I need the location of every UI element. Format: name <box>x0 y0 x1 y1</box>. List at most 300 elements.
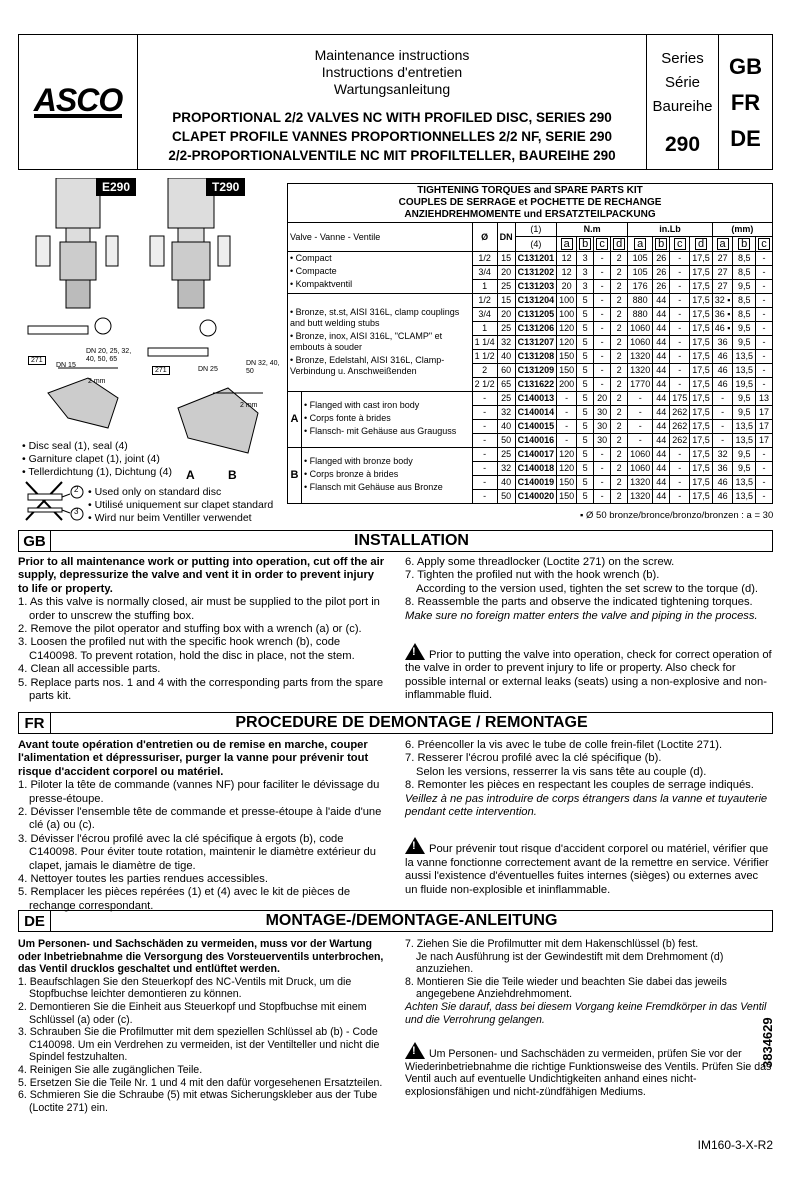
table-cell: - <box>670 294 690 308</box>
table-cell: 262 <box>670 406 690 420</box>
footer-reference: IM160-3-X-R2 <box>697 1138 773 1152</box>
table-cell: 12 <box>557 266 577 280</box>
table-cell: - <box>670 364 690 378</box>
valve-illustration <box>18 178 280 528</box>
lang-fr: FR <box>730 90 761 115</box>
table-cell: 44 <box>653 294 670 308</box>
table-cell: C140014 <box>515 406 557 420</box>
asco-logo: ASCO <box>33 82 123 118</box>
table-cell: 1060 <box>628 448 653 462</box>
table-cell: - <box>756 336 773 350</box>
table-cell: 17,5 <box>690 294 713 308</box>
table-cell: - <box>670 280 690 294</box>
table-cell: 44 <box>653 406 670 420</box>
table-cell: 26 <box>653 280 670 294</box>
table-cell: C140017 <box>515 448 557 462</box>
table-cell: 2 <box>611 308 628 322</box>
table-cell: - <box>670 350 690 364</box>
table-cell: - <box>557 392 577 406</box>
product-title-de: 2/2-PROPORTIONALVENTILE NC MIT PROFILTELLER, BAUREIHE 290 <box>168 148 616 163</box>
table-cell: 17 <box>756 406 773 420</box>
legend-en: • Disc seal (1), seal (4) <box>22 440 128 452</box>
table-cell: 60 <box>497 364 515 378</box>
table-cell: 2 1/2 <box>472 378 497 392</box>
gb-note: Make sure no foreign matter enters the valve and piping in the process. <box>405 609 758 622</box>
table-cell: 26 <box>653 252 670 266</box>
table-cell: 1/2 <box>472 252 497 266</box>
table-cell: 8,5 <box>733 252 756 266</box>
legend-fr: • Garniture clapet (1), joint (4) <box>22 453 160 465</box>
table-cell: 2 <box>611 434 628 448</box>
valve-type-line: • Bronze, Edelstahl, AISI 316L, Clamp-Verbindung u. Anschweißenden <box>290 354 445 376</box>
table-cell: 17,5 <box>690 308 713 322</box>
table-cell: 36 ▪ <box>712 308 733 322</box>
table-cell: 36 <box>712 462 733 476</box>
title-fr: Instructions d'entretien <box>321 64 463 80</box>
table-cell: - <box>594 378 611 392</box>
table-cell: 5 <box>577 406 594 420</box>
table-cell: - <box>712 406 733 420</box>
table-cell: 1060 <box>628 336 653 350</box>
table-cell: - <box>594 476 611 490</box>
gb-intro: Prior to all maintenance work or putting into operation, cut off the air supply, depressurize the valve and vent it in order to prevent injury to life or property. <box>18 556 385 595</box>
section-code: GB <box>19 531 51 551</box>
list-item: 2. Remove the pilot operator and stuffing box with a wrench (a) or (c). <box>18 623 362 636</box>
list-item: 4. Nettoyer toutes les parties rendues accessibles. <box>18 873 268 886</box>
document-number: 3834629 <box>760 1017 775 1068</box>
col-mm: (mm) <box>712 223 772 237</box>
table-cell: 5 <box>577 420 594 434</box>
table-cell: 3/4 <box>472 308 497 322</box>
table-cell: 46 <box>712 350 733 364</box>
valve-type-line: • Compact <box>290 253 332 263</box>
table-cell: 30 <box>594 420 611 434</box>
table-cell: - <box>594 448 611 462</box>
table-cell: - <box>756 294 773 308</box>
letter-a: a <box>717 238 729 250</box>
fr-right <box>405 739 773 897</box>
section-de <box>18 910 773 932</box>
table-cell: C131203 <box>515 280 557 294</box>
table-cell: 8,5 <box>733 266 756 280</box>
circle-2: 2 <box>74 485 79 494</box>
list-item: 8. Reassemble the parts and observe the indicated tightening torques. <box>405 596 753 609</box>
section-title: PROCEDURE DE DEMONTAGE / REMONTAGE <box>235 714 588 731</box>
table-cell: 13,5 <box>733 490 756 504</box>
table-cell: 2 <box>611 252 628 266</box>
table-cell: 5 <box>577 364 594 378</box>
table-cell: 20 <box>594 392 611 406</box>
standard-disc-legend <box>88 486 273 525</box>
table-cell: 2 <box>611 378 628 392</box>
table-cell: 2 <box>611 420 628 434</box>
header-titles <box>137 35 646 169</box>
table-cell: 9,5 <box>733 280 756 294</box>
list-item: 4. Reinigen Sie alle zugänglichen Teile. <box>18 1063 203 1076</box>
table-cell: 17,5 <box>690 392 713 406</box>
table-cell: 5 <box>577 308 594 322</box>
table-cell: 176 <box>628 280 653 294</box>
table-cell: - <box>670 336 690 350</box>
table-cell: 44 <box>653 364 670 378</box>
list-item: 8. Remonter les pièces en respectant les couples de serrage indiqués. <box>405 779 754 792</box>
table-cell: 120 <box>557 322 577 336</box>
table-cell: 46 ▪ <box>712 322 733 336</box>
table-cell: C131208 <box>515 350 557 364</box>
table-cell: - <box>472 434 497 448</box>
fr-left <box>18 739 386 913</box>
table-cell: - <box>756 350 773 364</box>
list-item: 6. Préencoller la vis avec le tube de colle frein-filet (Loctite 271). <box>405 739 723 751</box>
kit-note: ▪ Ø 50 bronze/bronce/bronzo/bronzen : a = 30 <box>580 510 774 521</box>
table-cell: - <box>756 378 773 392</box>
label-a: A <box>186 468 195 482</box>
table-cell: 17,5 <box>690 490 713 504</box>
table-cell: 44 <box>653 490 670 504</box>
table-cell: 17,5 <box>690 462 713 476</box>
table-cell: 32 <box>712 448 733 462</box>
table-cell: C140019 <box>515 476 557 490</box>
table-cell: - <box>628 406 653 420</box>
list-item: 7. Resserer l'écrou profilé avec la clé spécifique (b). <box>405 752 662 765</box>
table-cell: C131209 <box>515 364 557 378</box>
table-cell: 2 <box>611 406 628 420</box>
label-e290: E290 <box>96 178 136 196</box>
table-cell: 17,5 <box>690 322 713 336</box>
warning-icon <box>405 837 425 854</box>
table-cell: - <box>756 462 773 476</box>
table-cell: 17,5 <box>690 420 713 434</box>
circle-3: 3 <box>74 507 79 516</box>
table-cell: 2 <box>611 294 628 308</box>
table-cell: 50 <box>497 434 515 448</box>
table-cell: - <box>594 294 611 308</box>
table-cell: 26 <box>653 266 670 280</box>
letter-c: c <box>758 238 770 250</box>
table-cell: 9,5 <box>733 322 756 336</box>
table-cell: - <box>756 364 773 378</box>
group-label: B <box>288 448 302 504</box>
table-cell: 19,5 <box>733 378 756 392</box>
table-cell: 40 <box>497 420 515 434</box>
table-cell: - <box>628 434 653 448</box>
valve-type-line: • Kompaktventil <box>290 279 353 289</box>
warning-icon <box>405 1042 425 1059</box>
list-item: According to the version used, tighten the set screw to the torque (d). <box>416 582 759 595</box>
list-item: 8. Montieren Sie die Teile wieder und beachten Sie dabei das jeweils angegebene Anziehdrehmoment. <box>405 975 727 1001</box>
table-cell: 9,5 <box>733 406 756 420</box>
kit-rows <box>288 252 773 504</box>
table-cell: 27 <box>712 266 733 280</box>
table-cell: 25 <box>497 280 515 294</box>
col-o: Ø <box>472 223 497 252</box>
table-cell: 5 <box>577 448 594 462</box>
table-cell: - <box>670 490 690 504</box>
series-box <box>646 35 718 169</box>
list-item: 7. Tighten the profiled nut with the hook wrench (b). <box>405 569 660 582</box>
col-dn: DN <box>497 223 515 252</box>
table-cell: 13,5 <box>733 434 756 448</box>
de-intro: Um Personen- und Sachschäden zu vermeiden, muss vor der Wartung oder Inbetriebnahme die Versorgung des Vorsteuerventils unterbrochen, das Ventil drucklos geschaltet und entlüftet werden. <box>18 938 384 976</box>
table-cell: 9,5 <box>733 392 756 406</box>
table-cell: 200 <box>557 378 577 392</box>
table-cell: - <box>594 462 611 476</box>
table-cell: 36 <box>712 336 733 350</box>
valve-type-line: • Bronze, inox, AISI 316L, "CLAMP" et embouts à souder <box>290 330 443 352</box>
table-cell: 2 <box>611 462 628 476</box>
series-fr: Série <box>664 74 701 91</box>
table-cell: 1 <box>472 280 497 294</box>
table-cell: 32 ▪ <box>712 294 733 308</box>
table-cell: 17,5 <box>690 434 713 448</box>
table-cell: - <box>670 378 690 392</box>
legend2-fr: • Utilisé uniquement sur clapet standard <box>88 499 274 511</box>
table-cell: C131201 <box>515 252 557 266</box>
gb-left <box>18 556 386 703</box>
table-cell: 44 <box>653 308 670 322</box>
table-cell: 105 <box>628 252 653 266</box>
table-cell: 2 <box>611 448 628 462</box>
table-cell: 120 <box>557 336 577 350</box>
table-cell: - <box>594 280 611 294</box>
de-left <box>18 938 386 1114</box>
table-cell: 46 <box>712 490 733 504</box>
table-cell: 17,5 <box>690 252 713 266</box>
table-cell: 5 <box>577 322 594 336</box>
table-cell: 2 <box>611 364 628 378</box>
lang-de: DE <box>730 126 761 151</box>
header <box>18 34 773 170</box>
table-cell: - <box>756 308 773 322</box>
table-cell: C131206 <box>515 322 557 336</box>
valve-type <box>288 294 473 392</box>
table-cell: 13,5 <box>733 420 756 434</box>
table-cell: 1 1/2 <box>472 350 497 364</box>
table-cell: 12 <box>557 252 577 266</box>
list-item: 1. As this valve is normally closed, air must be supplied to the pilot port in order to unscrew the stuffing box. <box>18 596 380 622</box>
table-cell: 20 <box>557 280 577 294</box>
table-cell: 44 <box>653 392 670 406</box>
list-item: Je nach Ausführung ist der Gewindestift mit dem Drehmoment (d) anzuziehen. <box>416 950 724 976</box>
table-cell: - <box>670 308 690 322</box>
table-cell: 9,5 <box>733 448 756 462</box>
table-cell: C140013 <box>515 392 557 406</box>
table-cell: 17,5 <box>690 266 713 280</box>
list-item: 2. Demontieren Sie die Einheit aus Steuerkopf und Stopfbuchse mit einem Schlüssel (a) oder (c). <box>18 1000 367 1026</box>
table-cell: 5 <box>577 476 594 490</box>
letter-a: a <box>561 238 573 250</box>
fr-intro: Avant toute opération d'entretien ou de remise en marche, couper l'alimentation et dépressuriser, purger la vanne pour prévenir tout risque d'accident corporel ou matériel. <box>18 739 369 778</box>
table-cell: C131202 <box>515 266 557 280</box>
table-cell: 27 <box>712 280 733 294</box>
gb-right <box>405 556 773 703</box>
section-gb <box>18 530 773 552</box>
series-number: 290 <box>664 133 701 156</box>
table-cell: 27 <box>712 252 733 266</box>
section-title: INSTALLATION <box>354 532 469 549</box>
valve-type <box>302 392 473 448</box>
table-row <box>288 448 773 462</box>
valve-type-line: • Bronze, st.st, AISI 316L, clamp couplings and butt welding stubs <box>290 306 460 328</box>
table-cell: 3/4 <box>472 266 497 280</box>
list-item: 6. Schmieren Sie die Schraube (5) mit etwas Sicherungskleber aus der Tube (Loctite 271) ein. <box>18 1089 378 1114</box>
product-title-en: PROPORTIONAL 2/2 VALVES NC WITH PROFILED DISC, SERIES 290 <box>172 110 612 125</box>
table-cell: C140018 <box>515 462 557 476</box>
table-cell: 17,5 <box>690 336 713 350</box>
table-cell: 44 <box>653 434 670 448</box>
table-cell: - <box>594 322 611 336</box>
table-cell: 1/2 <box>472 294 497 308</box>
product-title-fr: CLAPET PROFILE VANNES PROPORTIONNELLES 2/2 NF, SERIE 290 <box>171 129 613 144</box>
table-cell: 2 <box>472 364 497 378</box>
valve-type-line: • Flansch- mit Gehäuse aus Grauguss <box>304 426 457 436</box>
table-cell: 9,5 <box>733 336 756 350</box>
table-cell: - <box>594 336 611 350</box>
group-label: A <box>288 392 302 448</box>
col-inlb: in.Lb <box>628 223 713 237</box>
valve-type-line: • Compacte <box>290 266 337 276</box>
table-row <box>288 392 773 406</box>
table-cell: - <box>628 392 653 406</box>
legend-de: • Tellerdichtung (1), Dichtung (4) <box>22 466 172 478</box>
section-fr <box>18 712 773 734</box>
table-cell: 1320 <box>628 350 653 364</box>
table-cell: 46 <box>712 378 733 392</box>
col-4: (4) <box>515 237 557 252</box>
lang-gb: GB <box>729 54 762 79</box>
table-row <box>288 294 773 308</box>
table-cell: 44 <box>653 350 670 364</box>
table-cell: 2 <box>611 350 628 364</box>
table-cell: - <box>594 364 611 378</box>
table-cell: 46 <box>712 476 733 490</box>
table-cell: C140020 <box>515 490 557 504</box>
list-item: 5. Remplacer les pièces repérées (1) et (4) avec le kit de pièces de rechange correspondant. <box>18 886 351 912</box>
table-cell: 30 <box>594 434 611 448</box>
label-271-b: 271 <box>152 366 170 375</box>
letter-c: c <box>596 238 608 250</box>
table-cell: 2 <box>611 476 628 490</box>
table-cell: 25 <box>497 392 515 406</box>
letter-d: d <box>613 238 625 250</box>
table-cell: 1 1/4 <box>472 336 497 350</box>
table-cell: - <box>557 420 577 434</box>
label-dn2: DN 15 <box>56 362 76 369</box>
table-cell: 44 <box>653 448 670 462</box>
table-cell: 17,5 <box>690 378 713 392</box>
table-cell: 20 <box>497 308 515 322</box>
table-cell: - <box>670 322 690 336</box>
table-cell: - <box>472 476 497 490</box>
label-t290: T290 <box>206 178 245 196</box>
table-cell: 150 <box>557 364 577 378</box>
table-cell: - <box>670 266 690 280</box>
table-cell: 8,5 <box>733 308 756 322</box>
table-cell: 2 <box>611 280 628 294</box>
table-cell: 2 <box>611 392 628 406</box>
table-cell: - <box>670 252 690 266</box>
table-cell: 13,5 <box>733 476 756 490</box>
table-cell: 175 <box>670 392 690 406</box>
table-cell: 46 <box>712 364 733 378</box>
table-cell: 5 <box>577 462 594 476</box>
table-cell: 32 <box>497 336 515 350</box>
kit-title <box>288 184 773 223</box>
table-cell: 5 <box>577 336 594 350</box>
list-item: 3. Schrauben Sie die Profilmutter mit dem speziellen Schlüssel ab (b) - Code C140098. Um ein Verdrehen zu vermeiden, ist der Ventilteller und nicht die Spindel festzuhalten. <box>18 1026 380 1064</box>
table-cell: 17,5 <box>690 280 713 294</box>
legend2-en: • Used only on standard disc <box>88 486 222 498</box>
table-cell: 262 <box>670 420 690 434</box>
table-cell: 2 <box>611 266 628 280</box>
table-cell: 25 <box>497 448 515 462</box>
label-dn4: DN 25 <box>198 366 218 373</box>
table-cell: C140016 <box>515 434 557 448</box>
kit-title-fr: COUPLES DE SERRAGE et POCHETTE DE RECHANGE <box>398 197 662 208</box>
table-cell: 40 <box>497 350 515 364</box>
table-cell: - <box>594 490 611 504</box>
table-cell: 3 <box>577 252 594 266</box>
table-cell: 44 <box>653 462 670 476</box>
table-cell: - <box>594 350 611 364</box>
table-cell: 9,5 <box>733 462 756 476</box>
table-cell: - <box>594 266 611 280</box>
valve-type-line: • Flanged with cast iron body <box>304 400 420 410</box>
table-cell: 1 <box>472 322 497 336</box>
table-cell: 5 <box>577 434 594 448</box>
table-cell: 8,5 <box>733 294 756 308</box>
table-cell: 100 <box>557 308 577 322</box>
table-cell: 150 <box>557 350 577 364</box>
table-cell: 44 <box>653 420 670 434</box>
table-cell: 880 <box>628 294 653 308</box>
list-item: 5. Replace parts nos. 1 and 4 with the corresponding parts from the spare parts kit. <box>18 676 384 703</box>
table-cell: - <box>670 476 690 490</box>
fr-warning: Pour prévenir tout risque d'accident corporel ou matériel, vérifier que la vanne fonctionne correctement avant de la remettre en service. Vérifier aussi l'existence d'éventuelles fuites internes (sièges) ou externes avec un fluide non-explosible et ininflammable. <box>405 843 769 896</box>
table-cell: 50 <box>497 490 515 504</box>
letter-b: b <box>655 238 667 250</box>
list-item: 1. Beaufschlagen Sie den Steuerkopf des NC-Ventils mit Druck, um die Stopfbuchse leichter demontieren zu können. <box>18 975 352 1001</box>
valve-type-line: • Corps bronze à brides <box>304 469 399 479</box>
table-cell: 2 <box>611 490 628 504</box>
label-dn1: DN 20, 25, 32, 40, 50, 65 <box>86 348 132 363</box>
list-item: 2. Dévisser l'ensemble tête de commande et presse-étoupe à l'aide d'une clé (a) ou (c). <box>18 806 382 832</box>
table-cell: C131205 <box>515 308 557 322</box>
table-cell: 150 <box>557 476 577 490</box>
de-right <box>405 938 773 1099</box>
table-cell: 2 <box>611 336 628 350</box>
col-1: (1) <box>515 223 557 237</box>
table-cell: - <box>712 434 733 448</box>
label-2mm-b: 2 mm <box>240 402 258 409</box>
letter-b: b <box>738 238 750 250</box>
gb-warning: Prior to putting the valve into operation, check for correct operation of the valve in order to prevent injury to life or property. Also check for possible internal or external leaks (seats) using a non-explosive and non-inflammable fluid. <box>405 649 772 702</box>
table-cell: 15 <box>497 252 515 266</box>
fr-note: Veillez à ne pas introduire de corps étrangers dans la vanne et tuyauterie pendant cette intervention. <box>405 792 768 819</box>
table-cell: 120 <box>557 448 577 462</box>
table-cell: 40 <box>497 476 515 490</box>
table-cell: 44 <box>653 322 670 336</box>
table-row <box>288 252 773 266</box>
table-cell: - <box>594 252 611 266</box>
table-cell: 3 <box>577 266 594 280</box>
table-cell: 3 <box>577 280 594 294</box>
kit-title-de: ANZIEHDREHMOMENTE und ERSATZTEILPACKUNG <box>404 209 656 220</box>
table-cell: - <box>756 322 773 336</box>
table-cell: 1060 <box>628 322 653 336</box>
seal-legend <box>22 440 172 479</box>
table-cell: - <box>670 448 690 462</box>
